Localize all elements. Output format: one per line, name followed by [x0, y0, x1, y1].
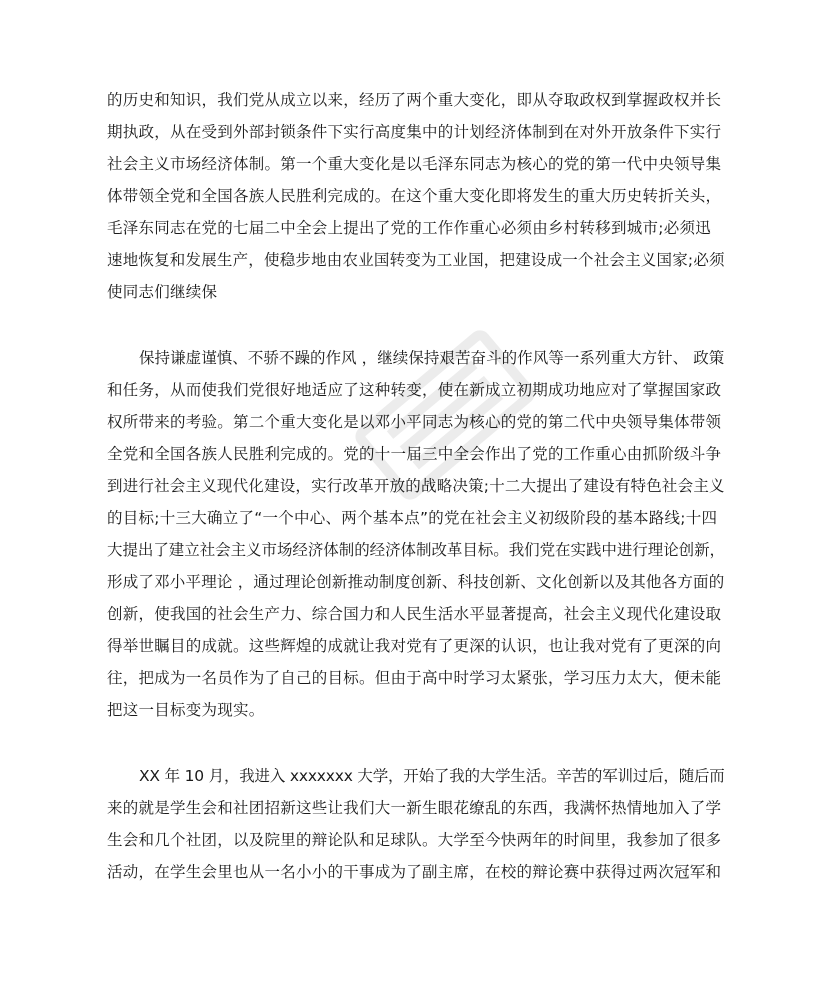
text-line: 大提出了建立社会主义市场经济体制的经济体制改革目标。我们党在实践中进行理论创新，: [107, 541, 726, 559]
text-line: 体带领全党和全国各族人民胜利完成的。在这个重大变化即将发生的重大历史转折关头，: [107, 187, 722, 205]
text-line: 权所带来的考验。第二个重大变化是以邓小平同志为核心的党的第二代中央领导集体带领: [107, 413, 722, 431]
text-line: 活动，在学生会里也从一名小小的干事成为了副主席，在校的辩论赛中获得过两次冠军和: [107, 863, 722, 881]
text-line: 全党和全国各族人民胜利完成的。党的十一届三中全会作出了党的工作重心由抓阶级斗争: [107, 445, 722, 463]
text-line: 的目标;十三大确立了“一个中心、两个基本点”的党在社会主义初级阶段的基本路线;十四: [107, 509, 718, 527]
text-line: 和任务，从而使我们党很好地适应了这种转变，使在新成立初期成功地应对了掌握国家政: [107, 381, 722, 399]
text-line: 得举世瞩目的成就。这些辉煌的成就让我对党有了更深的认识，也让我对党有了更深的向: [107, 637, 722, 655]
text-line: 到进行社会主义现代化建设，实行改革开放的战略决策;十二大提出了建设有特色社会主义: [107, 477, 725, 495]
text-line: 来的就是学生会和社团招新这些让我们大一新生眼花缭乱的东西，我满怀热情地加入了学: [107, 799, 722, 817]
text-line: 的历史和知识，我们党从成立以来，经历了两个重大变化，即从夺取政权到掌握政权并长: [107, 91, 722, 109]
text-line: 往，把成为一名员作为了自己的目标。但由于高中时学习太紧张，学习压力太大，便未能: [107, 669, 722, 687]
text-line: XX 年 10 月，我进入 xxxxxxx 大学，开始了我的大学生活。辛苦的军训过后，随后而: [139, 767, 725, 785]
text-line: 形成了邓小平理论 ，通过理论创新推动制度创新、科技创新、文化创新以及其他各方面的: [107, 573, 725, 591]
text-line: 期执政，从在受到外部封锁条件下实行高度集中的计划经济体制到在对外开放条件下实行: [107, 123, 722, 141]
text-line: 速地恢复和发展生产，使稳步地由农业国转变为工业国，把建设成一个社会主义国家;必须: [107, 251, 725, 269]
text-line: 创新，使我国的社会生产力、综合国力和人民生活水平显著提高，社会主义现代化建设取: [107, 605, 722, 623]
text-line: 保持谦虚谨慎、不骄不躁的作风 ，继续保持艰苦奋斗的作风等一系列重大方针、 政策: [139, 349, 725, 367]
text-line: 使同志们继续保: [107, 283, 218, 301]
text-line: 把这一目标变为现实。: [107, 701, 265, 719]
text-line: 社会主义市场经济体制。第一个重大变化是以毛泽东同志为核心的党的第一代中央领导集: [107, 155, 722, 173]
text-line: 生会和几个社团，以及院里的辩论队和足球队。大学至今快两年的时间里，我参加了很多: [107, 831, 722, 849]
text-line: 毛泽东同志在党的七届二中全会上提出了党的工作作重心必须由乡村转移到城市;必须迅: [107, 219, 711, 237]
